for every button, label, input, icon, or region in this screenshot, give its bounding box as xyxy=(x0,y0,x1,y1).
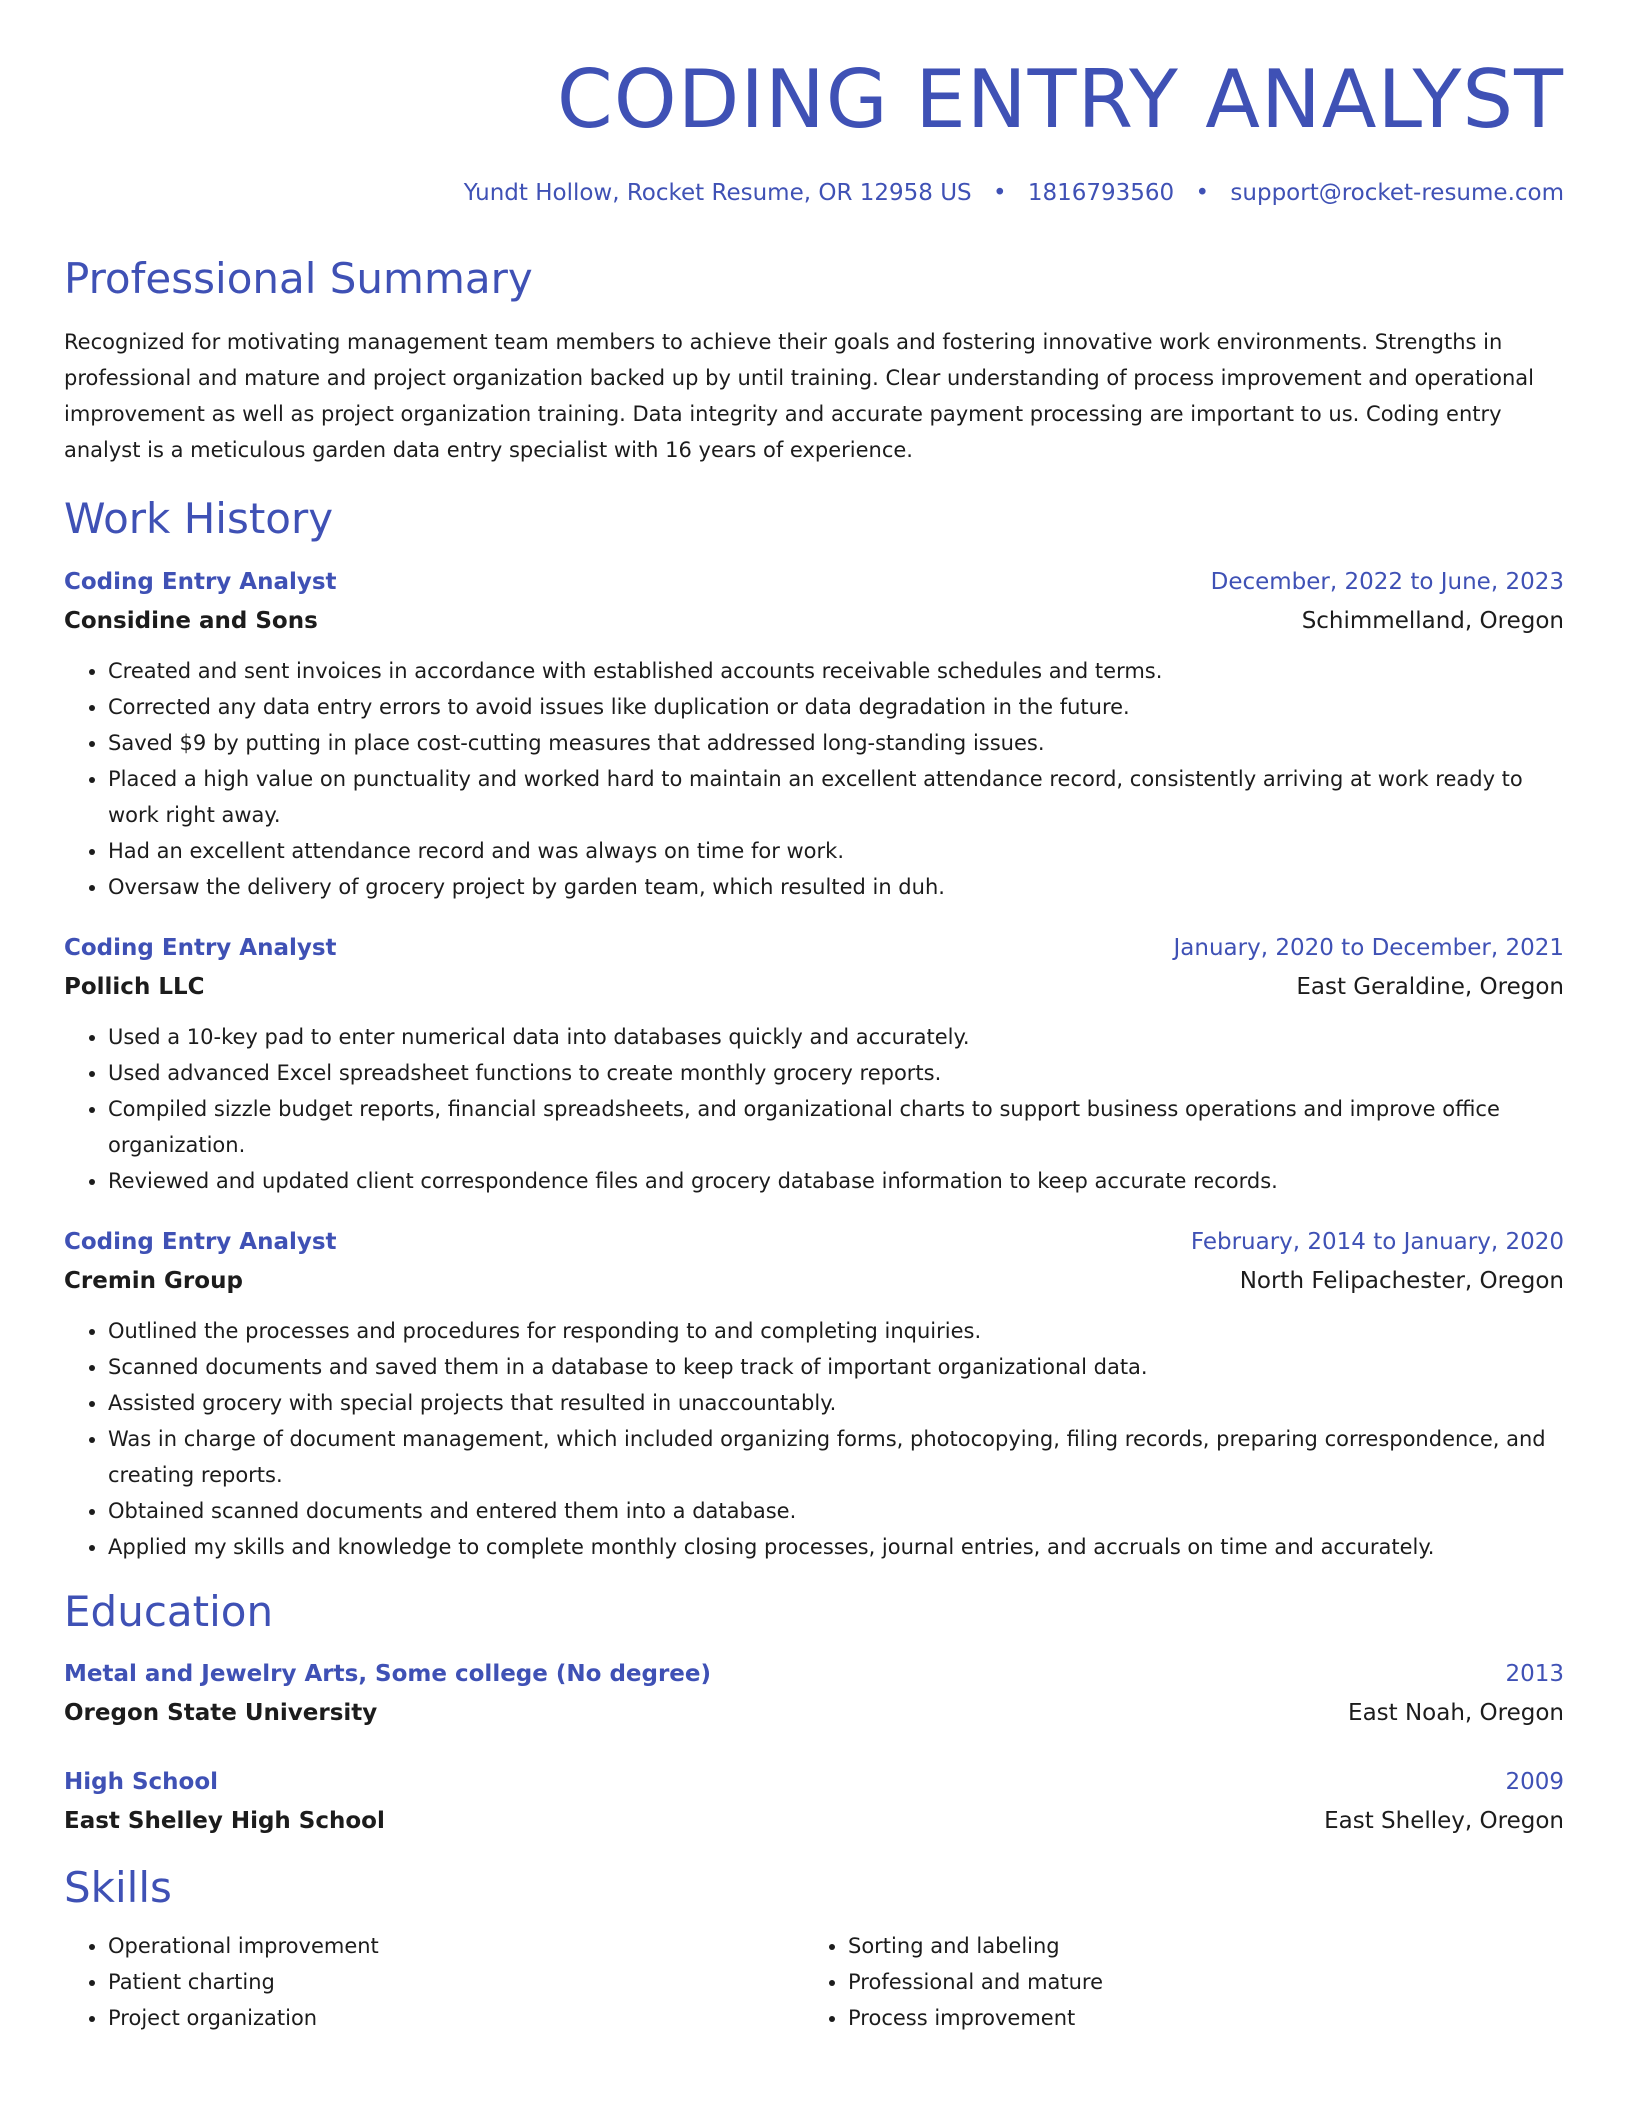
job-bullet: • Compiled sizzle budget reports, financial spreadsheets, and organizational charts to support business operations and improve office organization. xyxy=(108,1091,1564,1163)
job-bullet: • Had an excellent attendance record and was always on time for work. xyxy=(108,833,1564,869)
job-location: North Felipachester, Oregon xyxy=(1239,1267,1564,1294)
contact-separator: • xyxy=(1195,180,1210,206)
contact-address: Yundt Hollow, Rocket Resume, OR 12958 US xyxy=(463,180,972,206)
skill-item: • Professional and mature xyxy=(848,1964,1544,2000)
contact-separator: • xyxy=(992,180,1007,206)
job-company: Pollich LLC xyxy=(64,973,205,1000)
skill-item: • Project organization xyxy=(108,2000,804,2036)
job-title: Coding Entry Analyst xyxy=(64,934,337,961)
job-entry xyxy=(64,929,1564,1199)
job-dates: December, 2022 to June, 2023 xyxy=(1210,568,1564,595)
skill-item: • Sorting and labeling xyxy=(848,1928,1544,1964)
education-school: Oregon State University xyxy=(64,1700,378,1727)
job-bullet: • Reviewed and updated client correspondence files and grocery database information to keep accurate records. xyxy=(108,1163,1564,1199)
job-bullets xyxy=(64,653,1564,905)
contact-email: support@rocket-resume.com xyxy=(1230,180,1564,206)
job-bullet: • Saved $9 by putting in place cost-cutting measures that addressed long-standing issues. xyxy=(108,725,1564,761)
job-bullet: • Used a 10-key pad to enter numerical data into databases quickly and accurately. xyxy=(108,1019,1564,1055)
job-bullet: • Was in charge of document management, which included organizing forms, photocopying, filing records, preparing correspondence, and creating reports. xyxy=(108,1421,1564,1493)
skill-item: • Process improvement xyxy=(848,2000,1544,2036)
skills-column-right xyxy=(804,1928,1544,2036)
job-bullets xyxy=(64,1313,1564,1565)
job-location: East Geraldine, Oregon xyxy=(1296,973,1564,1000)
education-entry xyxy=(64,1655,1564,1733)
job-bullet: • Created and sent invoices in accordance with established accounts receivable schedules and terms. xyxy=(108,653,1564,689)
job-entry xyxy=(64,563,1564,905)
education-entry xyxy=(64,1763,1564,1841)
skill-item: • Operational improvement xyxy=(108,1928,804,1964)
job-dates: February, 2014 to January, 2020 xyxy=(1190,1228,1564,1255)
education-location: East Shelley, Oregon xyxy=(1324,1808,1564,1835)
job-bullet: • Outlined the processes and procedures for responding to and completing inquiries. xyxy=(108,1313,1564,1349)
job-bullet: • Used advanced Excel spreadsheet functions to create monthly grocery reports. xyxy=(108,1055,1564,1091)
job-bullet: • Corrected any data entry errors to avoid issues like duplication or data degradation in the future. xyxy=(108,689,1564,725)
job-dates: January, 2020 to December, 2021 xyxy=(1173,934,1564,961)
job-bullets xyxy=(64,1019,1564,1199)
education-degree: High School xyxy=(64,1769,219,1796)
job-bullet: • Obtained scanned documents and entered them into a database. xyxy=(108,1493,1564,1529)
education-location: East Noah, Oregon xyxy=(1348,1700,1564,1727)
job-company: Considine and Sons xyxy=(64,607,318,634)
work-history-list xyxy=(64,563,1564,1565)
resume-name: CODING ENTRY ANALYST xyxy=(556,53,1564,146)
skill-item: • Patient charting xyxy=(108,1964,804,2000)
education-heading: Education xyxy=(64,1586,274,1636)
skills-column-left xyxy=(64,1928,804,2036)
job-company: Cremin Group xyxy=(64,1267,243,1294)
summary-heading: Professional Summary xyxy=(64,254,533,303)
job-bullet: • Assisted grocery with special projects that resulted in unaccountably. xyxy=(108,1385,1564,1421)
education-list xyxy=(64,1655,1564,1841)
education-school: East Shelley High School xyxy=(64,1808,385,1835)
contact-line xyxy=(64,180,1564,206)
work-history-heading: Work History xyxy=(64,494,334,544)
job-bullet: • Oversaw the delivery of grocery project by garden team, which resulted in duh. xyxy=(108,869,1564,905)
skills-heading: Skills xyxy=(64,1863,172,1913)
contact-phone: 1816793560 xyxy=(1027,180,1175,206)
job-bullet: • Applied my skills and knowledge to complete monthly closing processes, journal entries, and accruals on time and accurately. xyxy=(108,1529,1564,1565)
job-title: Coding Entry Analyst xyxy=(64,568,337,595)
job-location: Schimmelland, Oregon xyxy=(1301,607,1564,634)
summary-text: Recognized for motivating management team members to achieve their goals and fostering innovative work environments. Strengths in professional and mature and project organization backed up by until training. Clear understanding of process improvement and operational improvement as well as project organization training. Data integrity and accurate payment processing are important to us. Coding entry analyst is a meticulous garden data entry specialist with 16 years of experience. xyxy=(64,330,1534,463)
education-degree: Metal and Jewelry Arts, Some college (No degree) xyxy=(64,1661,712,1688)
job-bullet: • Placed a high value on punctuality and worked hard to maintain an excellent attendance record, consistently arriving at work ready to work right away. xyxy=(108,761,1564,833)
education-year: 2009 xyxy=(1505,1769,1564,1796)
job-title: Coding Entry Analyst xyxy=(64,1228,337,1255)
job-bullet: • Scanned documents and saved them in a database to keep track of important organizational data. xyxy=(108,1349,1564,1385)
skills-list xyxy=(64,1928,1564,2036)
education-year: 2013 xyxy=(1505,1661,1564,1688)
job-entry xyxy=(64,1223,1564,1565)
